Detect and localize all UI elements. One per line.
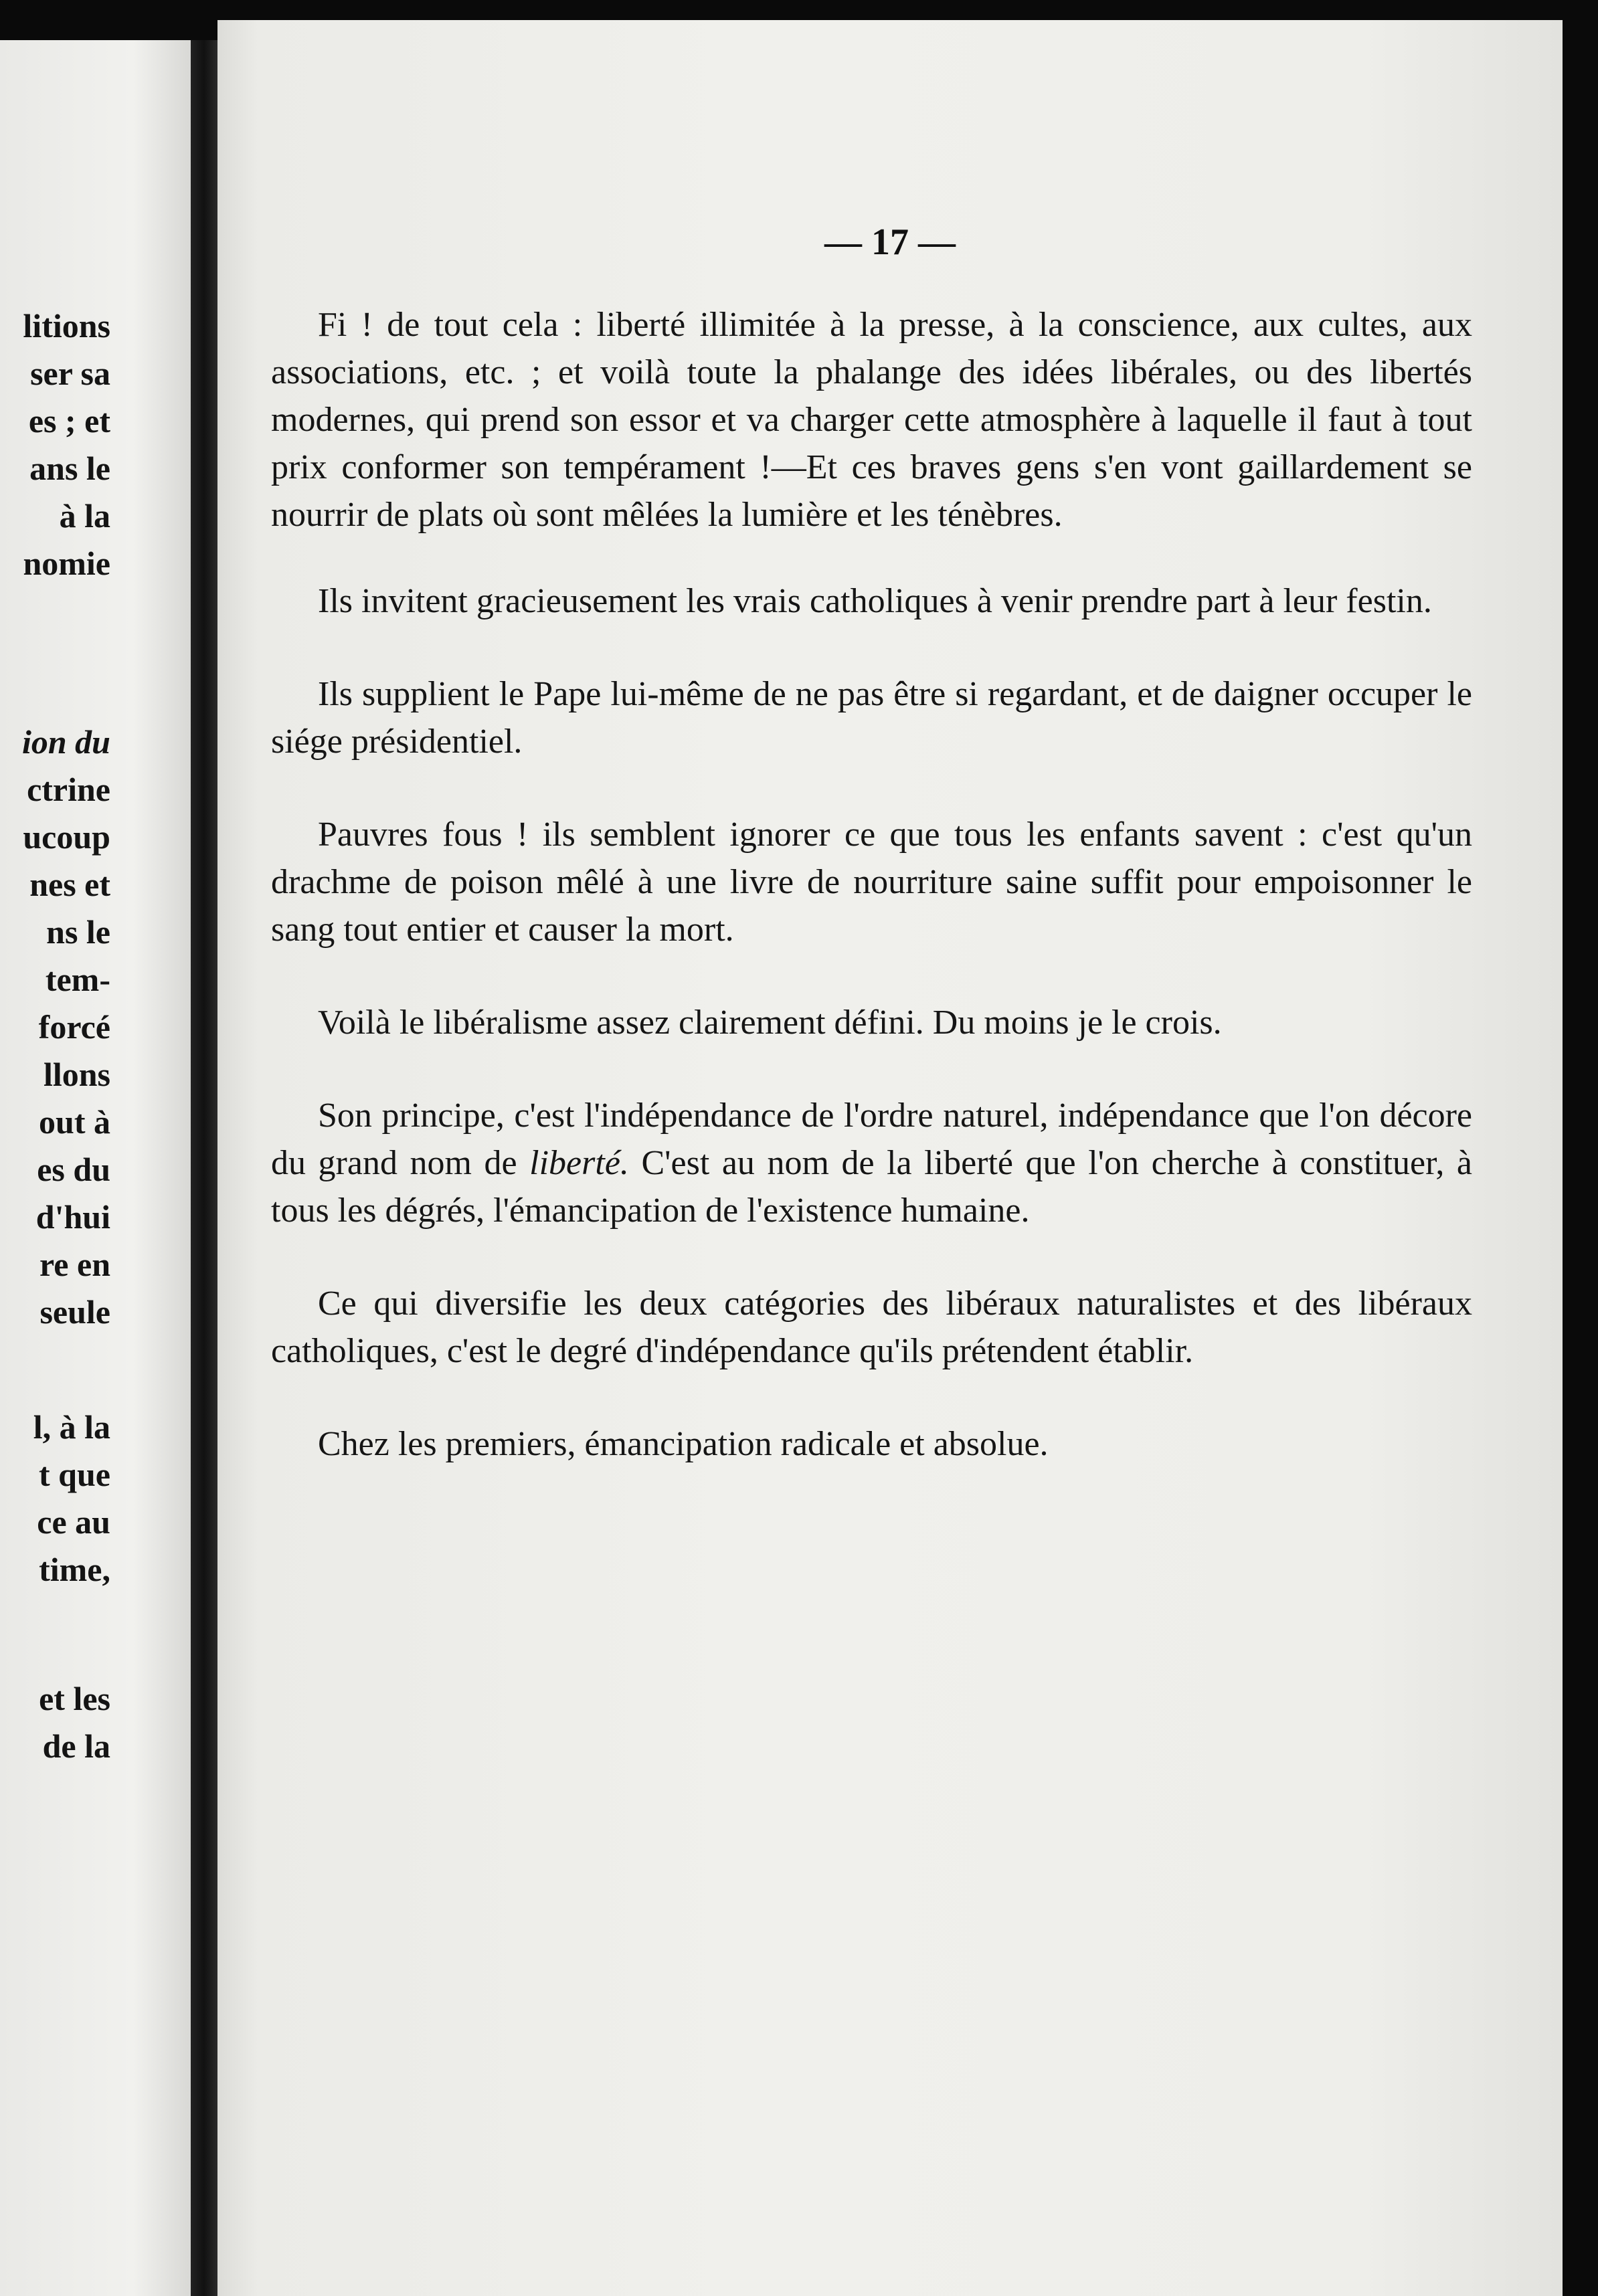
paragraph: Ils invitent gracieusement les vrais catholiques à venir prendre part à leur festin. bbox=[318, 582, 1432, 620]
page-number: — 17 — bbox=[824, 221, 956, 263]
principle-text-start: Son principe, c'est l'indépendance de l'ordre naturel, indépendance que l'on décore du grand nom de bbox=[271, 1096, 1472, 1182]
left-fragment: à la bbox=[59, 497, 110, 535]
left-fragment: t que bbox=[39, 1456, 110, 1493]
paragraph: Voilà le libéralisme assez clairement défini. Du moins je le crois. bbox=[318, 1003, 1222, 1042]
left-fragment: nomie bbox=[23, 545, 110, 582]
left-fragment: es ; et bbox=[28, 402, 110, 440]
paragraph: Fi ! de tout cela : liberté illimitée à la presse, à la conscience, aux cultes, aux associations, etc. ; et voilà toute la phalange des idées libérales, ou des libertés modernes, qui prend son essor et va charger cette atmosphère à laquelle il faut à tout prix conformer son tempérament !—Et ces braves gens s'en vont gaillardement se nourrir de plats où sont mêlées la lumière et les ténèbres. bbox=[271, 306, 1472, 534]
left-facing-page bbox=[0, 40, 191, 2296]
paragraph: Chez les premiers, émancipation radicale et absolue. bbox=[318, 1425, 1049, 1463]
left-fragment: d'hui bbox=[35, 1198, 110, 1236]
left-fragment: time, bbox=[39, 1551, 110, 1588]
page-body-text bbox=[271, 301, 1472, 1513]
left-fragment: ser sa bbox=[30, 355, 110, 392]
right-page bbox=[217, 20, 1563, 2296]
left-fragment: re en bbox=[39, 1246, 110, 1283]
left-fragment: es du bbox=[37, 1151, 110, 1188]
book-gutter bbox=[191, 40, 217, 2296]
left-fragment: ucoup bbox=[23, 818, 110, 856]
left-fragment: et les bbox=[39, 1680, 110, 1717]
paragraph: Ils supplient le Pape lui-même de ne pas être si regardant, et de daigner occuper le siége présidentiel. bbox=[271, 675, 1472, 761]
principle-text-end: C'est au nom de la liberté que l'on cherche à constituer, à tous les dégrés, l'émancipation de l'existence humaine. bbox=[271, 1144, 1472, 1230]
left-fragment: l, à la bbox=[33, 1408, 110, 1446]
left-fragment: ns le bbox=[46, 913, 110, 951]
left-fragment: ans le bbox=[29, 450, 110, 487]
left-fragment: de la bbox=[42, 1727, 110, 1765]
left-fragment: ctrine bbox=[27, 771, 110, 808]
paragraph: Ce qui diversifie les deux catégories des libéraux naturalistes et des libéraux catholiques, c'est le degré d'indépendance qu'ils prétendent établir. bbox=[271, 1284, 1472, 1370]
left-fragment: forcé bbox=[38, 1008, 110, 1046]
paragraph-principle bbox=[271, 1092, 1472, 1234]
left-fragment: llons bbox=[43, 1056, 110, 1093]
left-fragment: nes et bbox=[29, 866, 110, 903]
left-fragment: tem- bbox=[45, 961, 110, 998]
scan-border bbox=[1563, 0, 1598, 2296]
left-fragment: seule bbox=[39, 1293, 110, 1331]
left-fragment: ce au bbox=[37, 1503, 110, 1541]
paragraph: Pauvres fous ! ils semblent ignorer ce que tous les enfants savent : c'est qu'un drachme de poison mêlé à une livre de nourriture saine suffit pour empoisonner le sang tout entier et causer la mort. bbox=[271, 816, 1472, 949]
left-fragment: ion du bbox=[21, 723, 110, 761]
left-fragment: litions bbox=[23, 307, 110, 345]
left-fragment: out à bbox=[39, 1103, 110, 1141]
principle-italic-word: liberté. bbox=[529, 1144, 629, 1182]
